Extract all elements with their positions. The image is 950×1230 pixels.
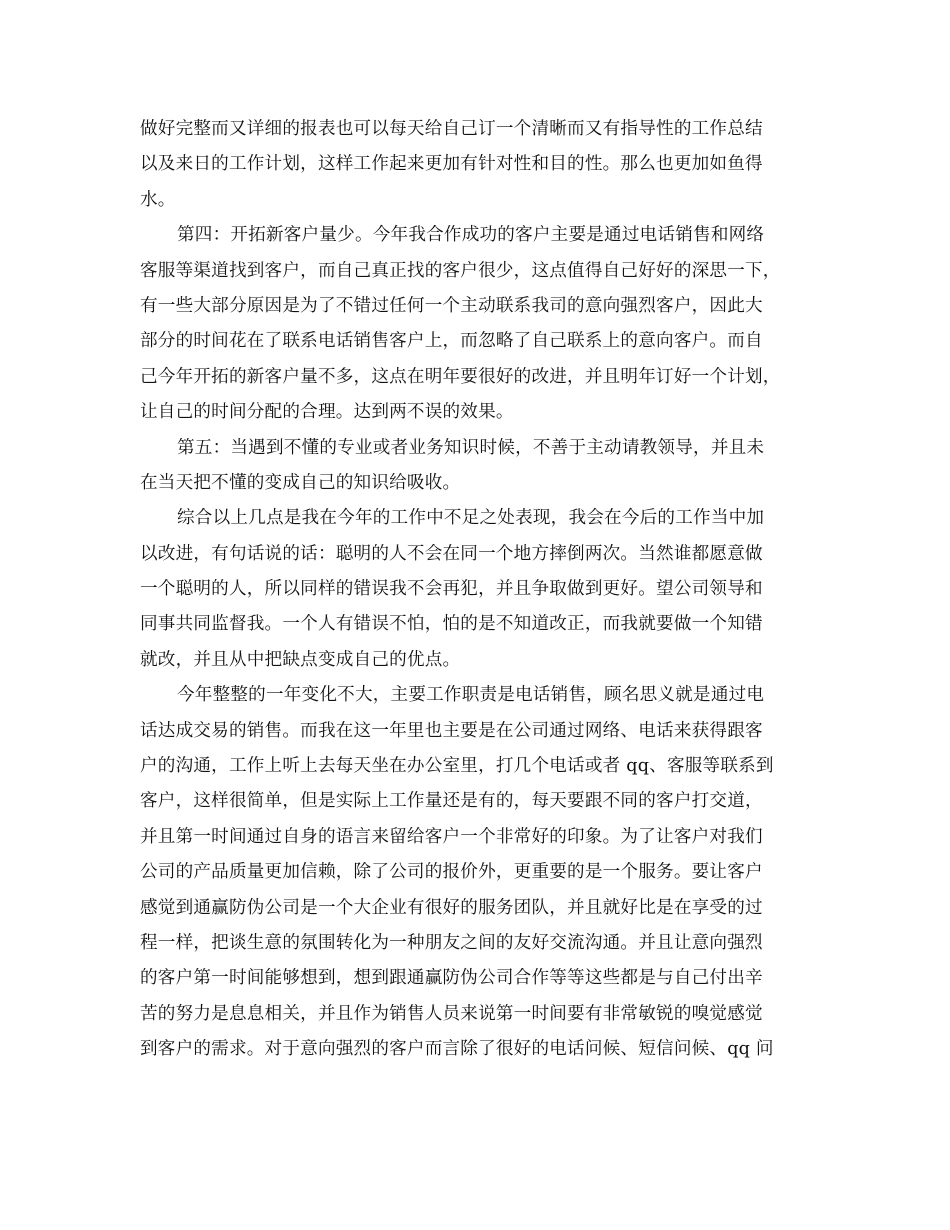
text-line: 并且第一时间通过自身的语言来留给客户一个非常好的印象。为了让客户对我们 — [140, 826, 763, 847]
text-line: 在当天把不懂的变成自己的知识给吸收。 — [140, 472, 461, 493]
text-line: 有一些大部分原因是为了不错过任何一个主动联系我司的意向强烈客户，因此大 — [140, 295, 763, 316]
document-body — [140, 112, 800, 1068]
text-line: 客户，这样很简单，但是实际上工作量还是有的，每天要跟不同的客户打交道， — [140, 791, 763, 812]
text-line: 以改进，有句话说的话：聪明的人不会在同一个地方摔倒两次。当然谁都愿意做 — [140, 543, 763, 564]
text-line: 以及来日的工作计划，这样工作起来更加有针对性和目的性。那么也更加如鱼得 — [140, 154, 763, 175]
text-line: 就改，并且从中把缺点变成自己的优点。 — [140, 649, 461, 670]
text-line: 公司的产品质量更加信赖，除了公司的报价外，更重要的是一个服务。要让客户 — [140, 862, 763, 883]
text-line: 客服等渠道找到客户，而自己真正找的客户很少，这点值得自己好好的深思一下， — [140, 260, 781, 281]
text-line: 的客户第一时间能够想到，想到跟通赢防伪公司合作等等这些都是与自己付出辛 — [140, 968, 763, 989]
paragraph-first-line: 第五：当遇到不懂的专业或者业务知识时候，不善于主动请教领导，并且未 — [177, 437, 765, 458]
text-line: 户的沟通，工作上听上去每天坐在办公室里，打几个电话或者 qq、客服等联系到 — [140, 756, 774, 777]
text-line: 让自己的时间分配的合理。达到两不误的效果。 — [140, 402, 514, 423]
text-line: 做好完整而又详细的报表也可以每天给自己订一个清晰而又有指导性的工作总结 — [140, 119, 763, 139]
paragraph-first-line: 第四：开拓新客户量少。今年我合作成功的客户主要是通过电话销售和网络 — [177, 225, 765, 246]
text-line: 部分的时间花在了联系电话销售客户上，而忽略了自己联系上的意向客户。而自 — [140, 331, 763, 352]
paragraph-first-line: 综合以上几点是我在今年的工作中不足之处表现，我会在今后的工作当中加 — [177, 508, 765, 529]
text-line: 感觉到通赢防伪公司是一个大企业有很好的服务团队，并且就好比是在享受的过 — [140, 897, 763, 918]
text-line: 话达成交易的销售。而我在这一年里也主要是在公司通过网络、电话来获得跟客 — [140, 720, 763, 741]
text-line: 一个聪明的人，所以同样的错误我不会再犯，并且争取做到更好。望公司领导和 — [140, 579, 763, 600]
text-line: 到客户的需求。对于意向强烈的客户而言除了很好的电话问候、短信问候、qq 问 — [140, 1039, 774, 1060]
text-line: 水。 — [140, 189, 176, 210]
text-line: 己今年开拓的新客户量不多，这点在明年要很好的改进，并且明年订好一个计划， — [140, 366, 781, 387]
text-line: 苦的努力是息息相关，并且作为销售人员来说第一时间要有非常敏锐的嗅觉感觉 — [140, 1003, 763, 1024]
text-line: 同事共同监督我。一个人有错误不怕，怕的是不知道改正，而我就要做一个知错 — [140, 614, 763, 635]
text-line: 程一样，把谈生意的氛围转化为一种朋友之间的友好交流沟通。并且让意向强烈 — [140, 932, 763, 953]
paragraph-first-line: 今年整整的一年变化不大，主要工作职责是电话销售，顾名思义就是通过电 — [177, 685, 765, 706]
